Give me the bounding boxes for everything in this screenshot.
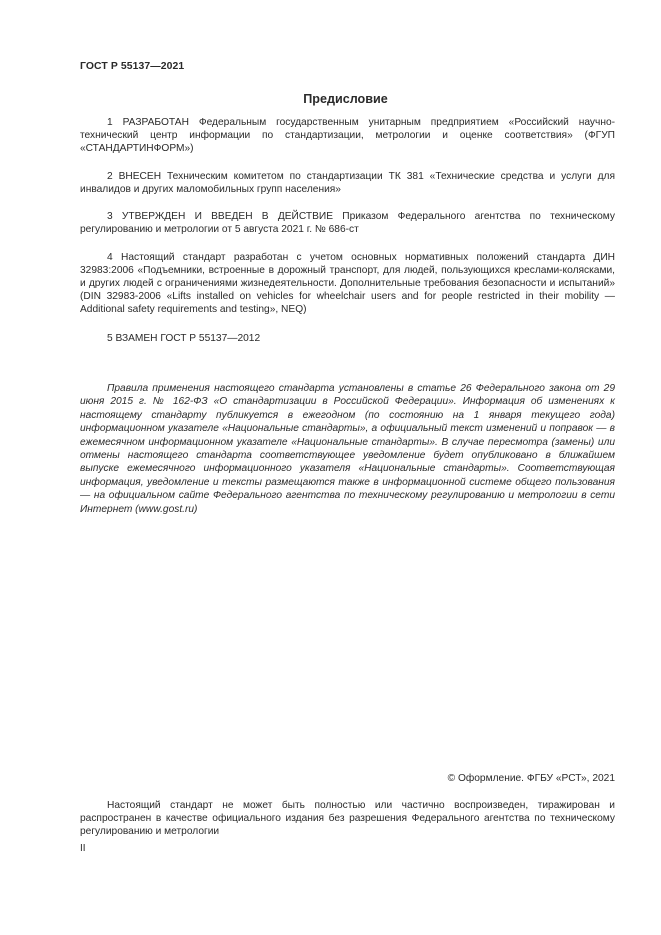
document-code: ГОСТ Р 55137—2021 — [80, 61, 185, 72]
preface-item-3: 3 УТВЕРЖДЕН И ВВЕДЕН В ДЕЙСТВИЕ Приказом Федерального агентства по техническому регулированию и метрологии от 5 августа 2021 г. № 686-ст — [80, 211, 615, 235]
reproduction-notice: Настоящий стандарт не может быть полностью или частично воспроизведен, тиражирован и распространен в качестве официального издания без разрешения Федерального агентства по техническому регулированию и метрологии — [80, 800, 615, 838]
preface-item-5: 5 ВЗАМЕН ГОСТ Р 55137—2012 — [107, 333, 261, 344]
preface-item-1: 1 РАЗРАБОТАН Федеральным государственным унитарным предприятием «Российский научно-технический центр информации по стандартизации, метрологии и оценке соответствия» (ФГУП «СТАНДАРТИНФОРМ») — [80, 117, 615, 154]
copyright-notice: © Оформление. ФГБУ «РСТ», 2021 — [447, 773, 615, 784]
preface-item-2: 2 ВНЕСЕН Техническим комитетом по стандартизации ТК 381 «Технические средства и услуги для инвалидов и других маломобильных групп населения» — [80, 171, 615, 195]
application-rules-notice: Правила применения настоящего стандарта установлены в статье 26 Федерального закона от 29 июня 2015 г. № 162-ФЗ «О стандартизации в Российской Федерации». Информация об изменениях к настоящему стандарту публикуется в ежегодном (по состоянию на 1 января текущего года) информационном указателе «Национальные стандарты», а официальный текст изменений и поправок — в ежемесячном информационном указателе «Национальные стандарты». В случае пересмотра (замены) или отмены настоящего стандарта соответствующее уведомление будет опубликовано в ближайшем выпуске ежемесячного информационного указателя «Национальные стандарты». Соответствующая информация, уведомление и тексты размещаются также в информационной системе общего пользования — на официальном сайте Федерального агентства по техническому регулированию и метрологии в сети Интернет (www.gost.ru) — [80, 383, 615, 515]
preface-item-4: 4 Настоящий стандарт разработан с учетом основных нормативных положений стандарта ДИН 32983:2006 «Подъемники, встроенные в дорожный транспорт, для людей, пользующихся креслами-колясками, и других людей с ограничениями жизнедеятельности. Дополнительные требования безопасности и испытаний» (DIN 32983-2006 «Lifts installed on vehicles for wheelchair users and for people restricted in their mobility — Additional safety requirements and testing», NEQ) — [80, 252, 615, 315]
page-number: II — [80, 843, 86, 854]
page-title: Предисловие — [303, 92, 388, 106]
